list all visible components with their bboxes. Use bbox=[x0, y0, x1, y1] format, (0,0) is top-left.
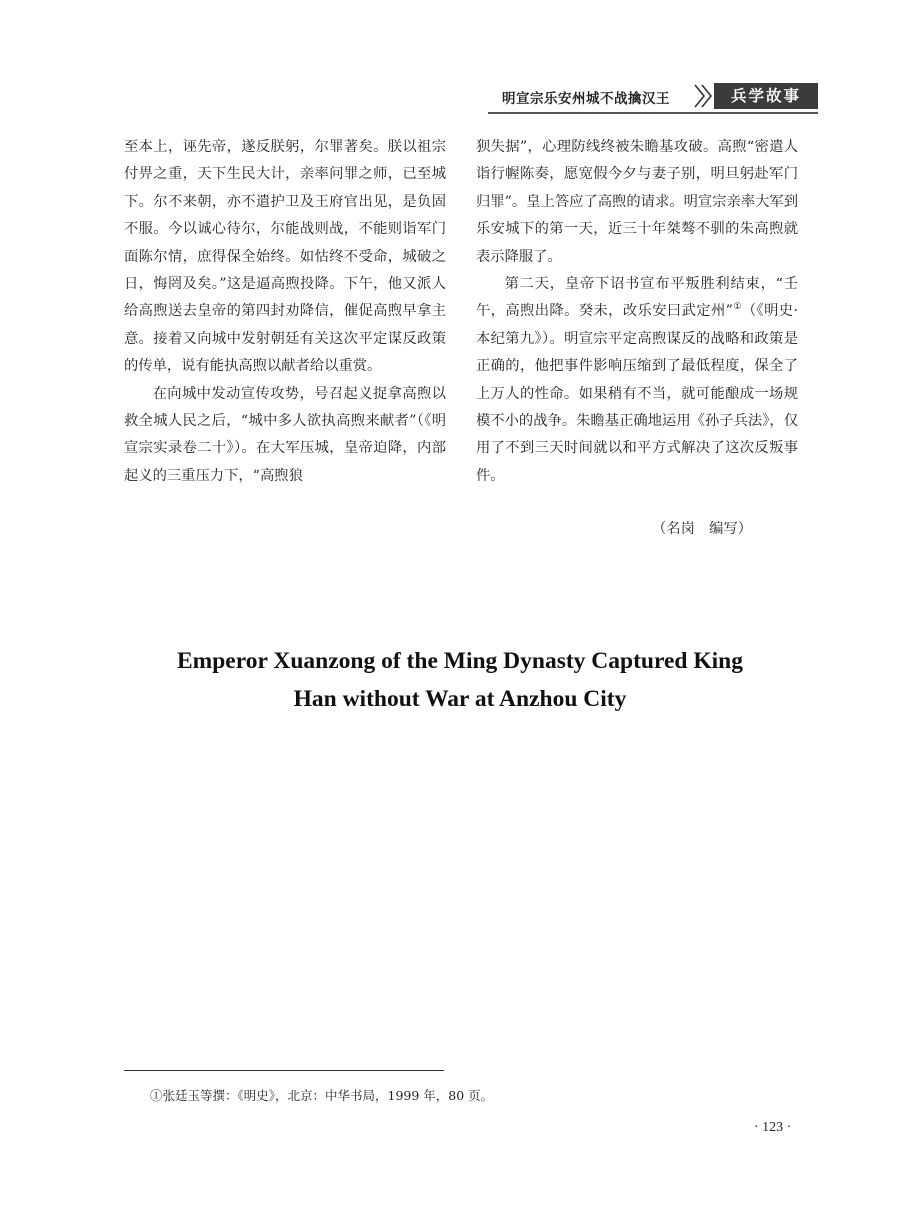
paragraph bbox=[476, 271, 798, 490]
paragraph-text: （《明史·本纪第九》）。明宣宗平定高煦谋反的战略和政策是正确的，他把事件影响压缩到了最低程度，保全了上万人的性命。如果稍有不当，就可能酿成一场规模不小的战争。朱瞻基正确地运用《孙子兵法》，仅用了不到三天时间就以和平方式解决了这次反叛事件。 bbox=[476, 303, 798, 484]
footnote-marker: ① bbox=[732, 302, 742, 313]
english-title bbox=[120, 642, 800, 718]
section-tag: 兵学故事 bbox=[714, 83, 818, 109]
paragraph: 在向城中发动宣传攻势，号召起义捉拿高煦以救全城人民之后，“城中多人欲执高煦来献者”（《明宣宗实录卷二十》）。在大军压城，皇帝迫降，内部起义的三重压力下，“高煦狼 bbox=[124, 385, 446, 484]
footnote: ①张廷玉等撰：《明史》，北京：中华书局，1999 年，80 页。 bbox=[150, 1088, 494, 1103]
header-rule bbox=[488, 112, 818, 114]
byline: （名岗 编写） bbox=[652, 521, 753, 537]
running-header bbox=[488, 83, 818, 109]
paragraph: 至本上，诬先帝，遂反朕躬，尔罪著矣。朕以祖宗付畀之重，天下生民大计，亲率问罪之师，已至城下。尔不来朝，亦不遣护卫及王府官出见，是负固不服。今以诚心待尔，尔能战则战，不能则诣军门面陈尔情，庶得保全始终。如怙终不受命，城破之日，悔罔及矣。”这是逼高煦投降。下午，他又派人给高煦送去皇帝的第四封劝降信，催促高煦早拿主意。接着又向城中发射朝廷有关这次平定谋反政策的传单，说有能执高煦以献者给以重赏。 bbox=[124, 139, 446, 375]
paragraph-text: 第二天，皇帝下诏书宣布平叛胜利结束，“壬午，高煦出降。癸未，改乐安曰武定州” bbox=[476, 276, 798, 320]
header-subtitle: 明宣宗乐安州城不战擒汉王 bbox=[502, 91, 670, 107]
english-title-line: Han without War at Anzhou City bbox=[293, 686, 627, 712]
footnote-rule bbox=[124, 1070, 444, 1071]
double-chevron-icon bbox=[692, 83, 716, 109]
english-title-line: Emperor Xuanzong of the Ming Dynasty Captured King bbox=[176, 648, 743, 674]
page-number: · 123 · bbox=[754, 1120, 792, 1135]
paragraph: 狈失据”，心理防线终被朱瞻基攻破。高煦“密遣人诣行幄陈奏，愿宽假今夕与妻子别，明旦躬赴军门归罪”。皇上答应了高煦的请求。明宣宗亲率大军到乐安城下的第一天，近三十年桀骜不驯的朱高煦就表示降服了。 bbox=[476, 139, 798, 265]
right-column bbox=[476, 134, 798, 490]
left-column bbox=[124, 134, 446, 490]
